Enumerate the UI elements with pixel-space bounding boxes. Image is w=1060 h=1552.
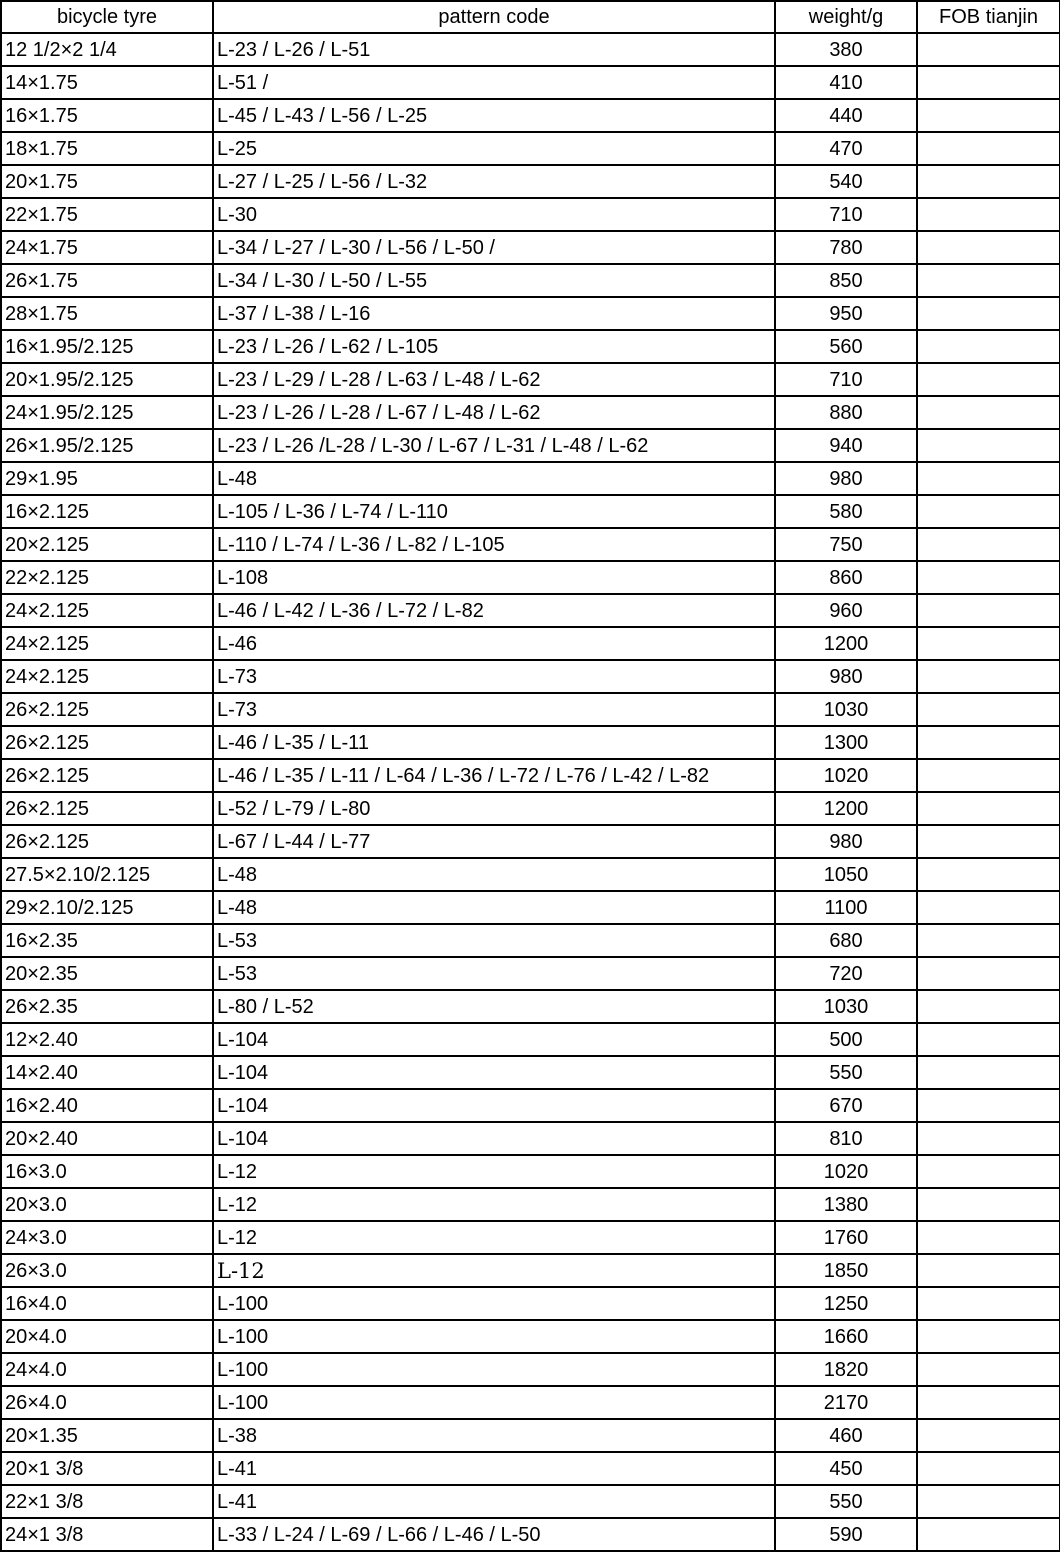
pattern-code-cell: L-12 — [213, 1155, 775, 1188]
pattern-code-cell: L-23 / L-29 / L-28 / L-63 / L-48 / L-62 — [213, 363, 775, 396]
tyre-size-cell: 24×2.125 — [1, 627, 213, 660]
header-row — [1, 1, 1060, 33]
table-row — [1, 66, 1060, 99]
weight-cell: 980 — [775, 660, 917, 693]
table-row — [1, 891, 1060, 924]
weight-cell: 2170 — [775, 1386, 917, 1419]
fob-price-cell — [917, 330, 1060, 363]
fob-price-cell — [917, 990, 1060, 1023]
tyre-size-cell: 20×1.95/2.125 — [1, 363, 213, 396]
fob-price-cell — [917, 594, 1060, 627]
fob-price-cell — [917, 759, 1060, 792]
tyre-size-cell: 20×1 3/8 — [1, 1452, 213, 1485]
pattern-code-cell: L-67 / L-44 / L-77 — [213, 825, 775, 858]
pattern-code-cell: L-37 / L-38 / L-16 — [213, 297, 775, 330]
tyre-size-cell: 26×2.35 — [1, 990, 213, 1023]
table-row — [1, 1386, 1060, 1419]
pattern-code-cell: L-12 — [213, 1221, 775, 1254]
table-row — [1, 561, 1060, 594]
table-row — [1, 1287, 1060, 1320]
fob-price-cell — [917, 231, 1060, 264]
weight-cell: 1050 — [775, 858, 917, 891]
tyre-size-cell: 24×2.125 — [1, 660, 213, 693]
tyre-size-cell: 20×1.75 — [1, 165, 213, 198]
table-row — [1, 363, 1060, 396]
fob-price-cell — [917, 825, 1060, 858]
tyre-size-cell: 22×1 3/8 — [1, 1485, 213, 1518]
weight-cell: 710 — [775, 198, 917, 231]
pattern-code-cell: L-12 — [213, 1254, 775, 1287]
fob-price-cell — [917, 1254, 1060, 1287]
weight-cell: 1380 — [775, 1188, 917, 1221]
fob-price-cell — [917, 957, 1060, 990]
pattern-code-cell: L-110 / L-74 / L-36 / L-82 / L-105 — [213, 528, 775, 561]
tyre-size-cell: 26×1.75 — [1, 264, 213, 297]
tyre-size-cell: 22×1.75 — [1, 198, 213, 231]
pattern-code-cell: L-100 — [213, 1353, 775, 1386]
tyre-size-cell: 20×2.35 — [1, 957, 213, 990]
pattern-code-cell: L-12 — [213, 1188, 775, 1221]
table-body — [1, 33, 1060, 1551]
fob-price-cell — [917, 1056, 1060, 1089]
weight-cell: 1850 — [775, 1254, 917, 1287]
table-row — [1, 198, 1060, 231]
table-row — [1, 1254, 1060, 1287]
pattern-code-cell: L-73 — [213, 693, 775, 726]
table-row — [1, 1188, 1060, 1221]
pattern-code-cell: L-73 — [213, 660, 775, 693]
weight-cell: 540 — [775, 165, 917, 198]
weight-cell: 1030 — [775, 693, 917, 726]
fob-price-cell — [917, 363, 1060, 396]
weight-cell: 810 — [775, 1122, 917, 1155]
table-row — [1, 1155, 1060, 1188]
pattern-code-cell: L-104 — [213, 1089, 775, 1122]
fob-price-cell — [917, 99, 1060, 132]
table-row — [1, 1419, 1060, 1452]
table-header — [1, 1, 1060, 33]
fob-price-cell — [917, 33, 1060, 66]
weight-cell: 850 — [775, 264, 917, 297]
fob-price-cell — [917, 198, 1060, 231]
weight-cell: 980 — [775, 825, 917, 858]
fob-price-cell — [917, 1155, 1060, 1188]
fob-price-cell — [917, 165, 1060, 198]
tyre-size-cell: 14×2.40 — [1, 1056, 213, 1089]
fob-price-cell — [917, 858, 1060, 891]
fob-price-cell — [917, 1122, 1060, 1155]
tyre-size-cell: 16×2.125 — [1, 495, 213, 528]
fob-price-cell — [917, 561, 1060, 594]
fob-price-cell — [917, 1386, 1060, 1419]
weight-cell: 450 — [775, 1452, 917, 1485]
table-row — [1, 264, 1060, 297]
tyre-size-cell: 24×1.75 — [1, 231, 213, 264]
fob-price-cell — [917, 660, 1060, 693]
table-row — [1, 627, 1060, 660]
tyre-size-cell: 24×1.95/2.125 — [1, 396, 213, 429]
pattern-code-cell: L-25 — [213, 132, 775, 165]
tyre-size-cell: 16×1.75 — [1, 99, 213, 132]
weight-cell: 1760 — [775, 1221, 917, 1254]
fob-price-cell — [917, 1221, 1060, 1254]
weight-cell: 960 — [775, 594, 917, 627]
pattern-code-cell: L-23 / L-26 / L-28 / L-67 / L-48 / L-62 — [213, 396, 775, 429]
tyre-size-cell: 26×1.95/2.125 — [1, 429, 213, 462]
pattern-code-cell: L-48 — [213, 891, 775, 924]
weight-cell: 1020 — [775, 1155, 917, 1188]
table-row — [1, 330, 1060, 363]
weight-cell: 950 — [775, 297, 917, 330]
pattern-code-cell: L-30 — [213, 198, 775, 231]
table-row — [1, 594, 1060, 627]
pattern-code-cell: L-48 — [213, 858, 775, 891]
fob-price-cell — [917, 1452, 1060, 1485]
weight-cell: 440 — [775, 99, 917, 132]
table-row — [1, 924, 1060, 957]
table-row — [1, 825, 1060, 858]
weight-cell: 1020 — [775, 759, 917, 792]
table-row — [1, 396, 1060, 429]
fob-price-cell — [917, 627, 1060, 660]
tyre-size-cell: 16×3.0 — [1, 1155, 213, 1188]
tyre-size-cell: 16×2.35 — [1, 924, 213, 957]
table-row — [1, 693, 1060, 726]
table-row — [1, 792, 1060, 825]
fob-price-cell — [917, 1023, 1060, 1056]
weight-cell: 980 — [775, 462, 917, 495]
tyre-size-cell: 26×2.125 — [1, 759, 213, 792]
table-row — [1, 132, 1060, 165]
weight-cell: 940 — [775, 429, 917, 462]
pattern-code-cell: L-100 — [213, 1287, 775, 1320]
pattern-code-cell: L-100 — [213, 1386, 775, 1419]
table-row — [1, 528, 1060, 561]
pattern-code-cell: L-23 / L-26 / L-51 — [213, 33, 775, 66]
weight-cell: 1030 — [775, 990, 917, 1023]
table-row — [1, 231, 1060, 264]
pattern-code-cell: L-41 — [213, 1452, 775, 1485]
table-row — [1, 1485, 1060, 1518]
weight-cell: 1250 — [775, 1287, 917, 1320]
fob-price-cell — [917, 1353, 1060, 1386]
weight-cell: 580 — [775, 495, 917, 528]
fob-price-cell — [917, 1287, 1060, 1320]
table-row — [1, 759, 1060, 792]
tyre-size-cell: 24×1 3/8 — [1, 1518, 213, 1551]
fob-price-cell — [917, 396, 1060, 429]
table-row — [1, 1089, 1060, 1122]
tyre-size-cell: 24×3.0 — [1, 1221, 213, 1254]
tyre-size-cell: 22×2.125 — [1, 561, 213, 594]
table-row — [1, 297, 1060, 330]
fob-price-cell — [917, 891, 1060, 924]
pattern-code-cell: L-46 / L-35 / L-11 / L-64 / L-36 / L-72 / L-76 / L-42 / L-82 — [213, 759, 775, 792]
table-row — [1, 33, 1060, 66]
weight-cell: 670 — [775, 1089, 917, 1122]
tyre-size-cell: 16×2.40 — [1, 1089, 213, 1122]
tyre-size-cell: 16×1.95/2.125 — [1, 330, 213, 363]
tyre-size-cell: 26×4.0 — [1, 1386, 213, 1419]
fob-price-cell — [917, 693, 1060, 726]
pattern-code-cell: L-51 / — [213, 66, 775, 99]
tyre-size-cell: 29×2.10/2.125 — [1, 891, 213, 924]
fob-price-cell — [917, 1320, 1060, 1353]
pattern-code-cell: L-45 / L-43 / L-56 / L-25 — [213, 99, 775, 132]
tyre-size-cell: 26×2.125 — [1, 792, 213, 825]
table-row — [1, 1023, 1060, 1056]
fob-price-cell — [917, 1518, 1060, 1551]
weight-cell: 1660 — [775, 1320, 917, 1353]
weight-cell: 380 — [775, 33, 917, 66]
tyre-size-cell: 20×2.125 — [1, 528, 213, 561]
table-row — [1, 1518, 1060, 1551]
fob-price-cell — [917, 528, 1060, 561]
table-row — [1, 660, 1060, 693]
fob-price-cell — [917, 495, 1060, 528]
tyre-size-cell: 20×4.0 — [1, 1320, 213, 1353]
tyre-size-cell: 18×1.75 — [1, 132, 213, 165]
fob-price-cell — [917, 66, 1060, 99]
weight-cell: 680 — [775, 924, 917, 957]
header-pattern-code: pattern code — [213, 1, 775, 33]
pattern-code-cell: L-38 — [213, 1419, 775, 1452]
table-row — [1, 1452, 1060, 1485]
table-row — [1, 1122, 1060, 1155]
tyre-size-cell: 29×1.95 — [1, 462, 213, 495]
weight-cell: 750 — [775, 528, 917, 561]
tyre-size-cell: 14×1.75 — [1, 66, 213, 99]
tyre-size-cell: 20×1.35 — [1, 1419, 213, 1452]
pattern-code-cell: L-41 — [213, 1485, 775, 1518]
fob-price-cell — [917, 1188, 1060, 1221]
pattern-code-cell: L-53 — [213, 957, 775, 990]
table-row — [1, 99, 1060, 132]
pattern-code-cell: L-46 — [213, 627, 775, 660]
fob-price-cell — [917, 726, 1060, 759]
weight-cell: 860 — [775, 561, 917, 594]
header-bicycle-tyre: bicycle tyre — [1, 1, 213, 33]
weight-cell: 410 — [775, 66, 917, 99]
fob-price-cell — [917, 1485, 1060, 1518]
table-row — [1, 1353, 1060, 1386]
pattern-code-cell: L-46 / L-42 / L-36 / L-72 / L-82 — [213, 594, 775, 627]
table-row — [1, 429, 1060, 462]
tyre-size-cell: 26×3.0 — [1, 1254, 213, 1287]
weight-cell: 590 — [775, 1518, 917, 1551]
weight-cell: 550 — [775, 1056, 917, 1089]
weight-cell: 1300 — [775, 726, 917, 759]
pattern-code-cell: L-104 — [213, 1056, 775, 1089]
fob-price-cell — [917, 264, 1060, 297]
table-row — [1, 495, 1060, 528]
fob-price-cell — [917, 792, 1060, 825]
header-fob-tianjin: FOB tianjin — [917, 1, 1060, 33]
fob-price-cell — [917, 1419, 1060, 1452]
weight-cell: 460 — [775, 1419, 917, 1452]
weight-cell: 500 — [775, 1023, 917, 1056]
fob-price-cell — [917, 462, 1060, 495]
weight-cell: 880 — [775, 396, 917, 429]
pattern-code-cell: L-105 / L-36 / L-74 / L-110 — [213, 495, 775, 528]
weight-cell: 1100 — [775, 891, 917, 924]
pattern-code-cell: L-34 / L-30 / L-50 / L-55 — [213, 264, 775, 297]
fob-price-cell — [917, 1089, 1060, 1122]
tyre-size-cell: 12×2.40 — [1, 1023, 213, 1056]
table-row — [1, 165, 1060, 198]
tyre-size-cell: 28×1.75 — [1, 297, 213, 330]
tyre-size-cell: 16×4.0 — [1, 1287, 213, 1320]
fob-price-cell — [917, 297, 1060, 330]
weight-cell: 560 — [775, 330, 917, 363]
header-weight: weight/g — [775, 1, 917, 33]
weight-cell: 1200 — [775, 627, 917, 660]
pattern-code-cell: L-104 — [213, 1122, 775, 1155]
pattern-code-cell: L-23 / L-26 / L-62 / L-105 — [213, 330, 775, 363]
table-row — [1, 858, 1060, 891]
tyre-size-cell: 20×2.40 — [1, 1122, 213, 1155]
pattern-code-cell: L-48 — [213, 462, 775, 495]
weight-cell: 720 — [775, 957, 917, 990]
pattern-code-cell: L-23 / L-26 /L-28 / L-30 / L-67 / L-31 / L-48 / L-62 — [213, 429, 775, 462]
pattern-code-cell: L-80 / L-52 — [213, 990, 775, 1023]
pattern-code-cell: L-104 — [213, 1023, 775, 1056]
tyre-size-cell: 20×3.0 — [1, 1188, 213, 1221]
tyre-size-cell: 24×4.0 — [1, 1353, 213, 1386]
fob-price-cell — [917, 132, 1060, 165]
fob-price-cell — [917, 429, 1060, 462]
table-row — [1, 1221, 1060, 1254]
table-row — [1, 990, 1060, 1023]
pattern-code-cell: L-53 — [213, 924, 775, 957]
weight-cell: 550 — [775, 1485, 917, 1518]
pattern-code-cell: L-52 / L-79 / L-80 — [213, 792, 775, 825]
weight-cell: 780 — [775, 231, 917, 264]
pattern-code-cell: L-34 / L-27 / L-30 / L-56 / L-50 / — [213, 231, 775, 264]
fob-price-cell — [917, 924, 1060, 957]
tyre-size-cell: 26×2.125 — [1, 825, 213, 858]
pattern-code-cell: L-108 — [213, 561, 775, 594]
table-row — [1, 1056, 1060, 1089]
table-row — [1, 462, 1060, 495]
weight-cell: 1200 — [775, 792, 917, 825]
tyre-size-cell: 24×2.125 — [1, 594, 213, 627]
pattern-code-cell: L-27 / L-25 / L-56 / L-32 — [213, 165, 775, 198]
pattern-code-cell: L-46 / L-35 / L-11 — [213, 726, 775, 759]
weight-cell: 1820 — [775, 1353, 917, 1386]
tyre-size-cell: 12 1/2×2 1/4 — [1, 33, 213, 66]
table-row — [1, 957, 1060, 990]
tyre-size-cell: 26×2.125 — [1, 726, 213, 759]
pattern-code-cell: L-100 — [213, 1320, 775, 1353]
weight-cell: 470 — [775, 132, 917, 165]
weight-cell: 710 — [775, 363, 917, 396]
pattern-code-cell: L-33 / L-24 / L-69 / L-66 / L-46 / L-50 — [213, 1518, 775, 1551]
tyre-size-cell: 26×2.125 — [1, 693, 213, 726]
tyre-size-cell: 27.5×2.10/2.125 — [1, 858, 213, 891]
table-row — [1, 1320, 1060, 1353]
table-row — [1, 726, 1060, 759]
